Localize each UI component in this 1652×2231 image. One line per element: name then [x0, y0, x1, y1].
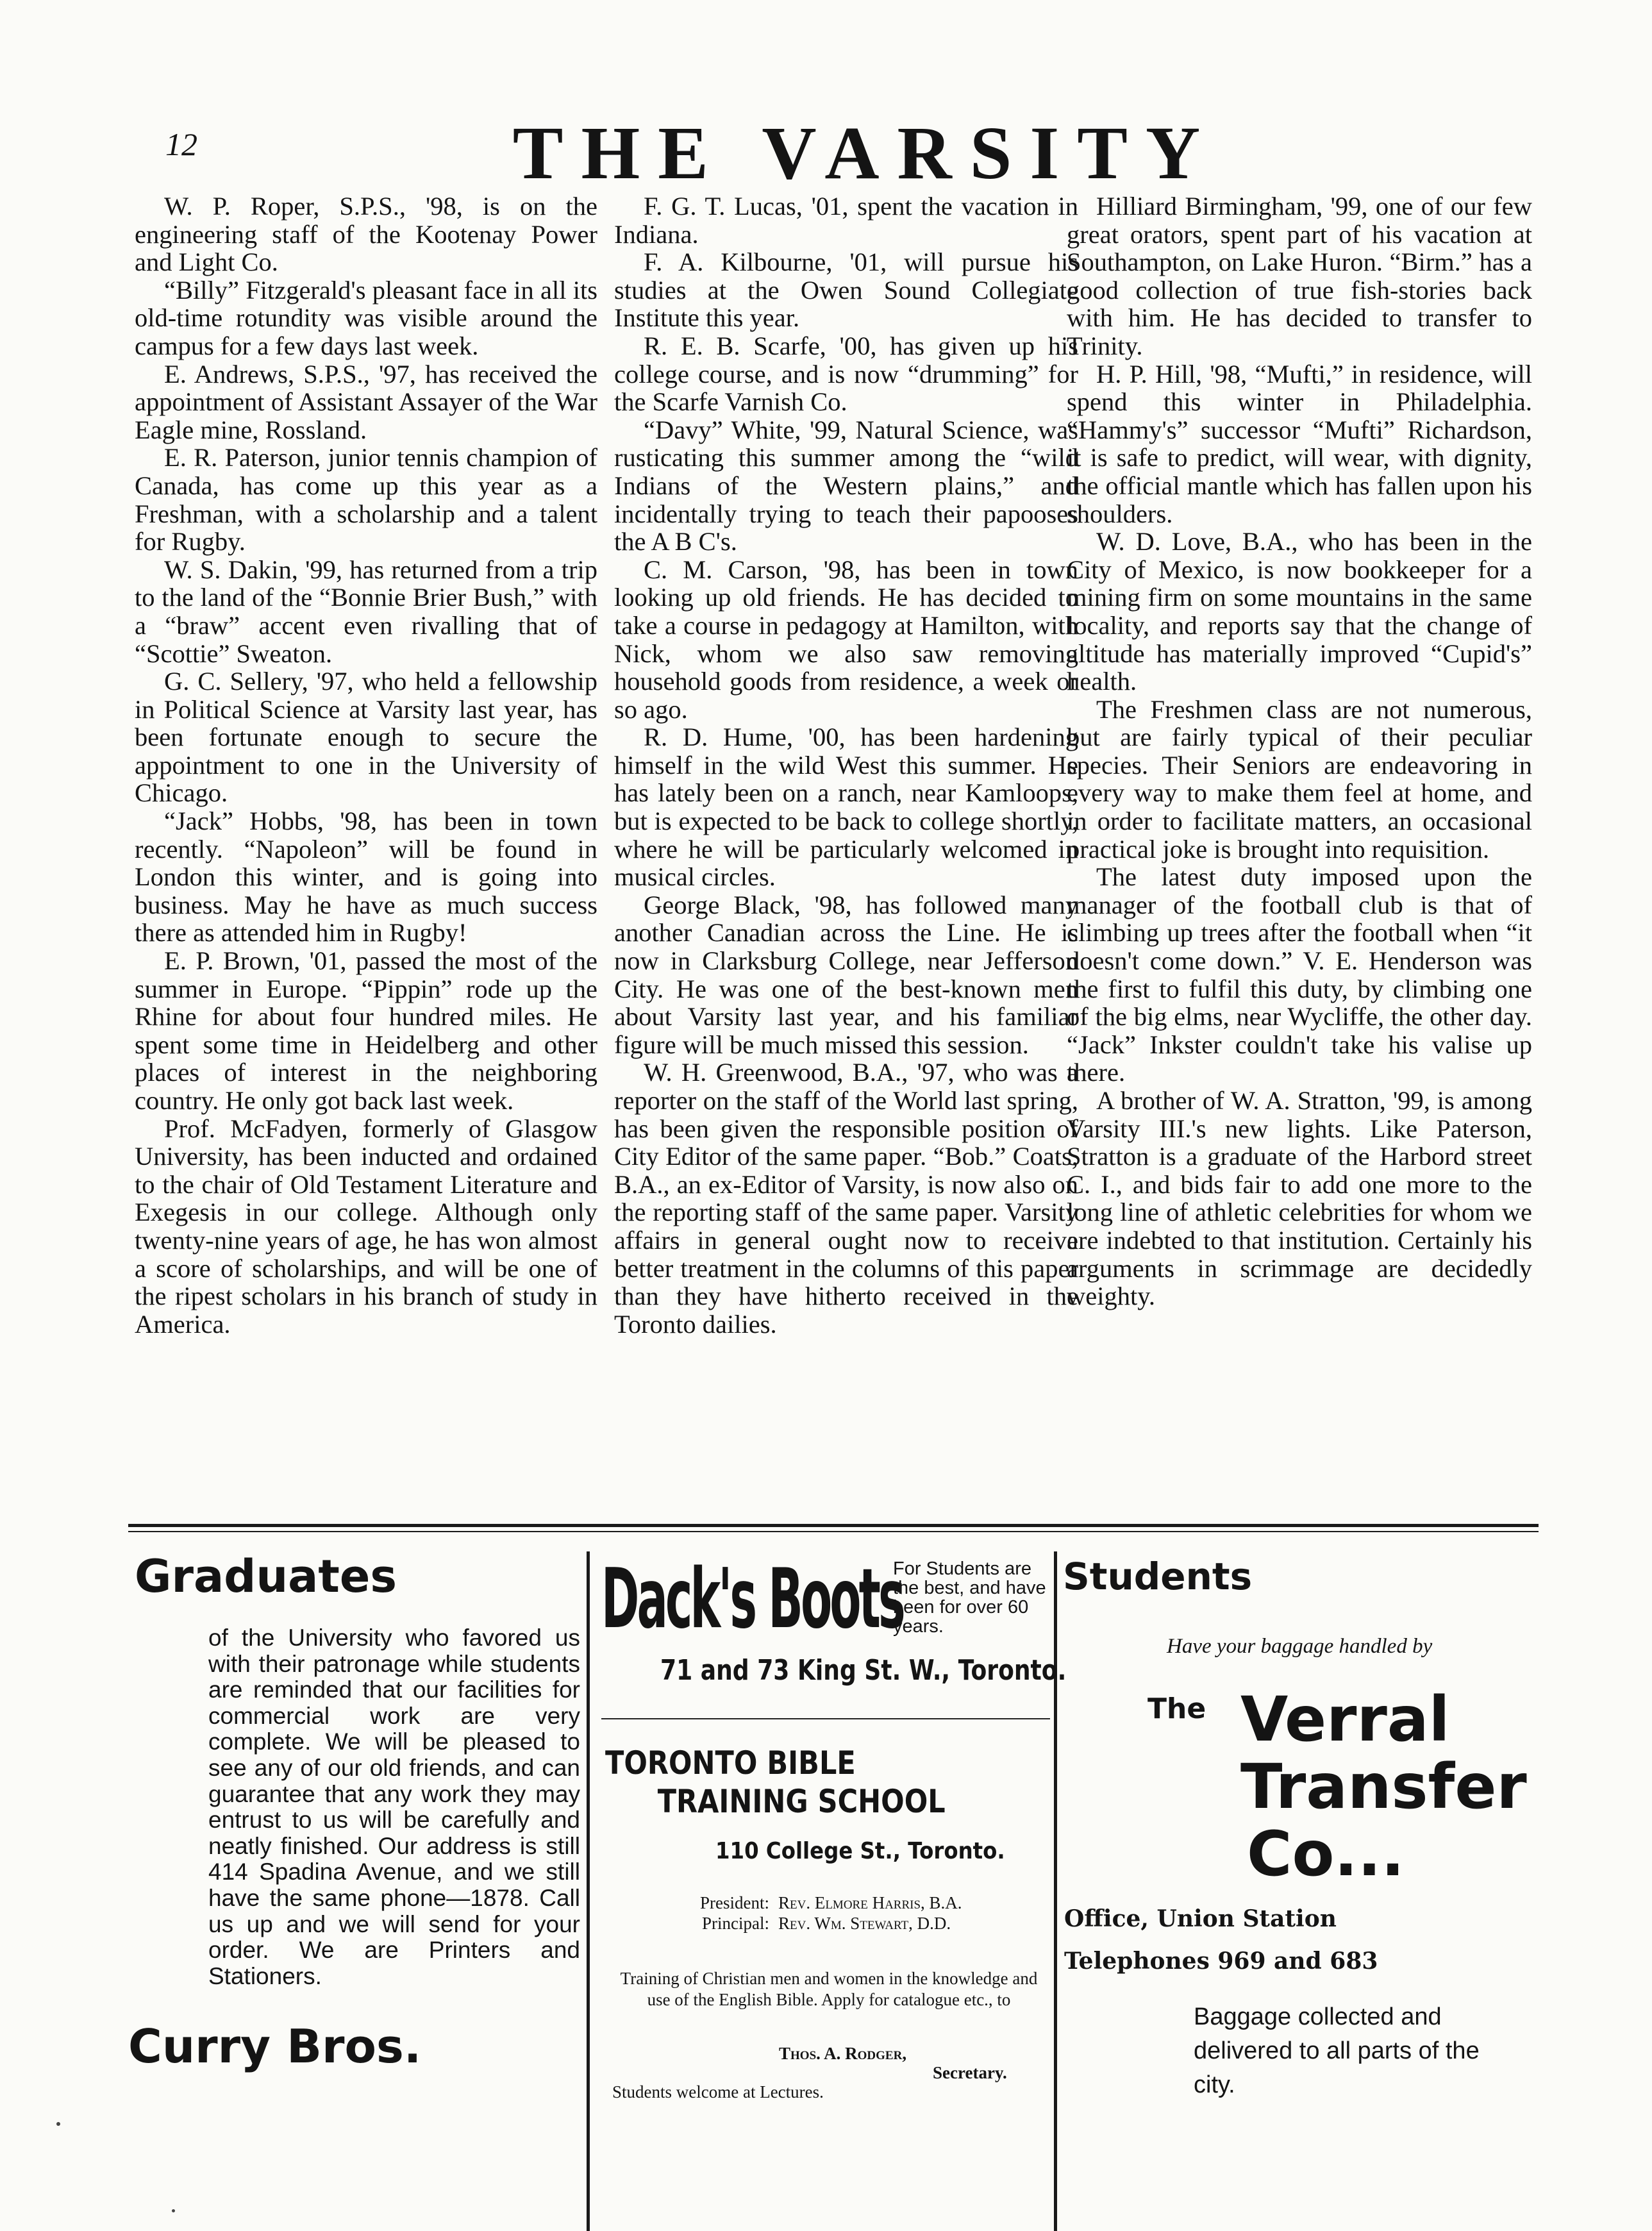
ad-students-subtitle: Have your baggage handled by [1167, 1635, 1433, 1658]
news-item: W. H. Greenwood, B.A., '97, who was a reporter on the staff of the World last spring, has been given the responsible position of City Editor of the same paper. “Bob.” Coats, B.A., an ex-Editor of Varsity, is now also on the reporting staff of the same paper. Varsity affairs in general ought now to receive better treatment in the columns of this paper than they have hitherto received in the Toronto dailies. [614, 1058, 1078, 1339]
ad-verral-telephones: Telephones 969 and 683 [1064, 1948, 1378, 1975]
ad-verral-contact [1064, 1898, 1378, 1982]
ad-bible-school-info: Training of Christian men and women in the knowledge and use of the English Bible. Apply for catalogue etc., to [620, 1969, 1038, 2009]
page-number: 12 [165, 126, 197, 162]
news-item: “Jack” Hobbs, '98, has been in town recently. “Napoleon” will be found in London this winter, and is going into business. May he have as much success there as attended him in Rugby! [135, 806, 597, 948]
section-divider-thick [128, 1524, 1539, 1527]
principal-name: Rev. Wm. Stewart, D.D. [778, 1914, 951, 1933]
news-item: E. Andrews, S.P.S., '97, has received the appointment of Assistant Assayer of the War Eagle mine, Rossland. [135, 359, 597, 444]
column-2 [614, 192, 1078, 1513]
ad-verral-brand [1240, 1686, 1527, 1888]
ad-bible-school-title-line1: TORONTO BIBLE [605, 1744, 856, 1782]
principal-label: Principal: [702, 1914, 769, 1933]
section-divider-thin [128, 1531, 1539, 1532]
ad-verral-brand-line1: Verral [1240, 1684, 1450, 1755]
news-item: George Black, '98, has followed many another Canadian across the Line. He is now in Clarksburg College, near Jefferson City. He was one of the best-known men about Varsity last year, and his familiar figure will be much missed this session. [614, 890, 1078, 1059]
ad-students-heading: Students [1063, 1555, 1253, 1598]
ad-dacks-brand: Dack's Boots [601, 1551, 903, 1647]
news-item: W. P. Roper, S.P.S., '98, is on the engineering staff of the Kootenay Power and Light Co. [135, 192, 597, 277]
ad-column-divider [1054, 1551, 1057, 2231]
ad-bible-school-officers [660, 1893, 962, 1934]
column-3 [1067, 192, 1532, 1513]
news-item: W. D. Love, B.A., who has been in the City of Mexico, is now bookkeeper for a mining firm on some mountains in the same locality, and reports say that the change of altitude has materially improved “Cupid's” health. [1067, 527, 1532, 696]
news-item: G. C. Sellery, '97, who held a fellowship in Political Science at Varsity last year, has been fortunate enough to secure the appointment to one in the University of Chicago. [135, 667, 597, 808]
scan-speck [172, 2209, 175, 2212]
ad-bible-school-title-line2: TRAINING SCHOOL [657, 1783, 946, 1820]
ad-bible-school-address: 110 College St., Toronto. [715, 1838, 1005, 1864]
ad-graduates-body: of the University who favored us with their patronage while students are reminded that our facilities for commercial work are very complete. We will be pleased to see any of our old friends, and can guarantee that any work they may entrust to us will be carefully and neatly finished. Our address is still 414 Spadina Avenue, and we still have the same phone—1878. Call us up and we will send for your order. We are Printers and Stationers. [208, 1625, 580, 1989]
ad-bible-school-contact-title: Secretary. [933, 2063, 1007, 2082]
ad-column-divider [587, 1551, 590, 2231]
news-item: Hilliard Birmingham, '99, one of our few great orators, spent part of his vacation at Southampton, on Lake Huron. “Birm.” has a good collection of true fish-stories back with him. He has decided to transfer to Trinity. [1067, 192, 1532, 360]
president-name: Rev. Elmore Harris, B.A. [778, 1893, 962, 1912]
news-item: H. P. Hill, '98, “Mufti,” in residence, will spend this winter in Philadelphia. “Hammy's” successor “Mufti” Richardson, it is safe to predict, will wear, with dignity, the official mantle which has fallen upon his shoulders. [1067, 359, 1532, 528]
president-label: President: [700, 1893, 769, 1912]
news-item: E. P. Brown, '01, passed the most of the summer in Europe. “Pippin” rode up the Rhine for about four hundred miles. He spent some time in Heidelberg and other places of interest in the neighboring country. He only got back last week. [135, 946, 597, 1115]
ad-bible-school-contact: Thos. A. Rodger, [779, 2044, 907, 2063]
news-item: The Freshmen class are not numerous, but are fairly typical of their peculiar species. Their Seniors are endeavoring in every way to make them feel at home, and in order to facilitate matters, an occasional practical joke is brought into requisition. [1067, 694, 1532, 864]
ad-curry-bros-brand: Curry Bros. [128, 2019, 422, 2073]
ad-verral-brand-line3: Co... [1247, 1818, 1405, 1890]
news-item: C. M. Carson, '98, has been in town looking up old friends. He has decided to take a course in pedagogy at Hamilton, with Nick, whom we also saw removing household goods from residence, a week or so ago. [614, 555, 1078, 724]
news-item: R. D. Hume, '00, has been hardening himself in the wild West this summer. He has lately been on a ranch, near Kamloops, but is expected to be back to college shortly, where he will be particularly welcomed in musical circles. [614, 723, 1078, 892]
news-item: W. S. Dakin, '99, has returned from a trip to the land of the “Bonnie Brier Bush,” with a “braw” accent even rivalling that of “Scottie” Sweaton. [135, 555, 597, 668]
ad-divider-rule [601, 1718, 1050, 1719]
news-item: A brother of W. A. Stratton, '99, is among Varsity III.'s new lights. Like Paterson, Stratton is a graduate of the Harbord street C. I., and bids fair to add one more to the long line of athletic celebrities for whom we are indebted to that institution. Certainly his arguments in scrimmage are decidedly weighty. [1067, 1086, 1532, 1311]
masthead: THE VARSITY [512, 111, 1219, 195]
column-1 [135, 192, 597, 1513]
news-item: R. E. B. Scarfe, '00, has given up his college course, and is now “drumming” for the Scarfe Varnish Co. [614, 331, 1078, 417]
ad-bible-school-welcome: Students welcome at Lectures. [612, 2082, 824, 2101]
news-item: The latest duty imposed upon the manager of the football club is that of climbing up trees after the football when “it doesn't come down.” V. E. Henderson was the first to fulfil this duty, by climbing one of the big elms, near Wycliffe, the other day. “Jack” Inkster couldn't take his valise up there. [1067, 862, 1532, 1087]
ad-verral-tagline: Baggage collected and delivered to all parts of the city. [1194, 2003, 1480, 2098]
news-item: Prof. McFadyen, formerly of Glasgow University, has been inducted and ordained to the chair of Old Testament Literature and Exegesis in our college. Although only twenty-nine years of age, he has won almost a score of scholarships, and will be one of the ripest scholars in his branch of study in America. [135, 1114, 597, 1339]
scan-speck [56, 2122, 60, 2126]
ad-verral-the: The [1147, 1692, 1206, 1725]
ad-verral-office: Office, Union Station [1064, 1905, 1337, 1932]
ad-verral-brand-line2: Transfer [1240, 1751, 1527, 1823]
ad-bible-school-title [605, 1744, 946, 1821]
news-item: F. G. T. Lucas, '01, spent the vacation in Indiana. [614, 192, 1078, 249]
ad-dacks-address: 71 and 73 King St. W., Toronto. [660, 1654, 1067, 1687]
ad-graduates-heading: Graduates [135, 1550, 397, 1603]
news-item: “Billy” Fitzgerald's pleasant face in all its old-time rotundity was visible around the campus for a few days last week. [135, 275, 597, 360]
news-item: F. A. Kilbourne, '01, will pursue his studies at the Owen Sound Collegiate Institute this year. [614, 247, 1078, 333]
ad-dacks-tagline: For Students are the best, and have been for over 60 years. [893, 1558, 1046, 1637]
news-item: “Davy” White, '99, Natural Science, was rusticating this summer among the “wild Indians of the Western plains,” and incidentally trying to teach their papooses the A B C's. [614, 415, 1078, 556]
news-item: E. R. Paterson, junior tennis champion of Canada, has come up this year as a Freshman, with a scholarship and a talent for Rugby. [135, 443, 597, 556]
